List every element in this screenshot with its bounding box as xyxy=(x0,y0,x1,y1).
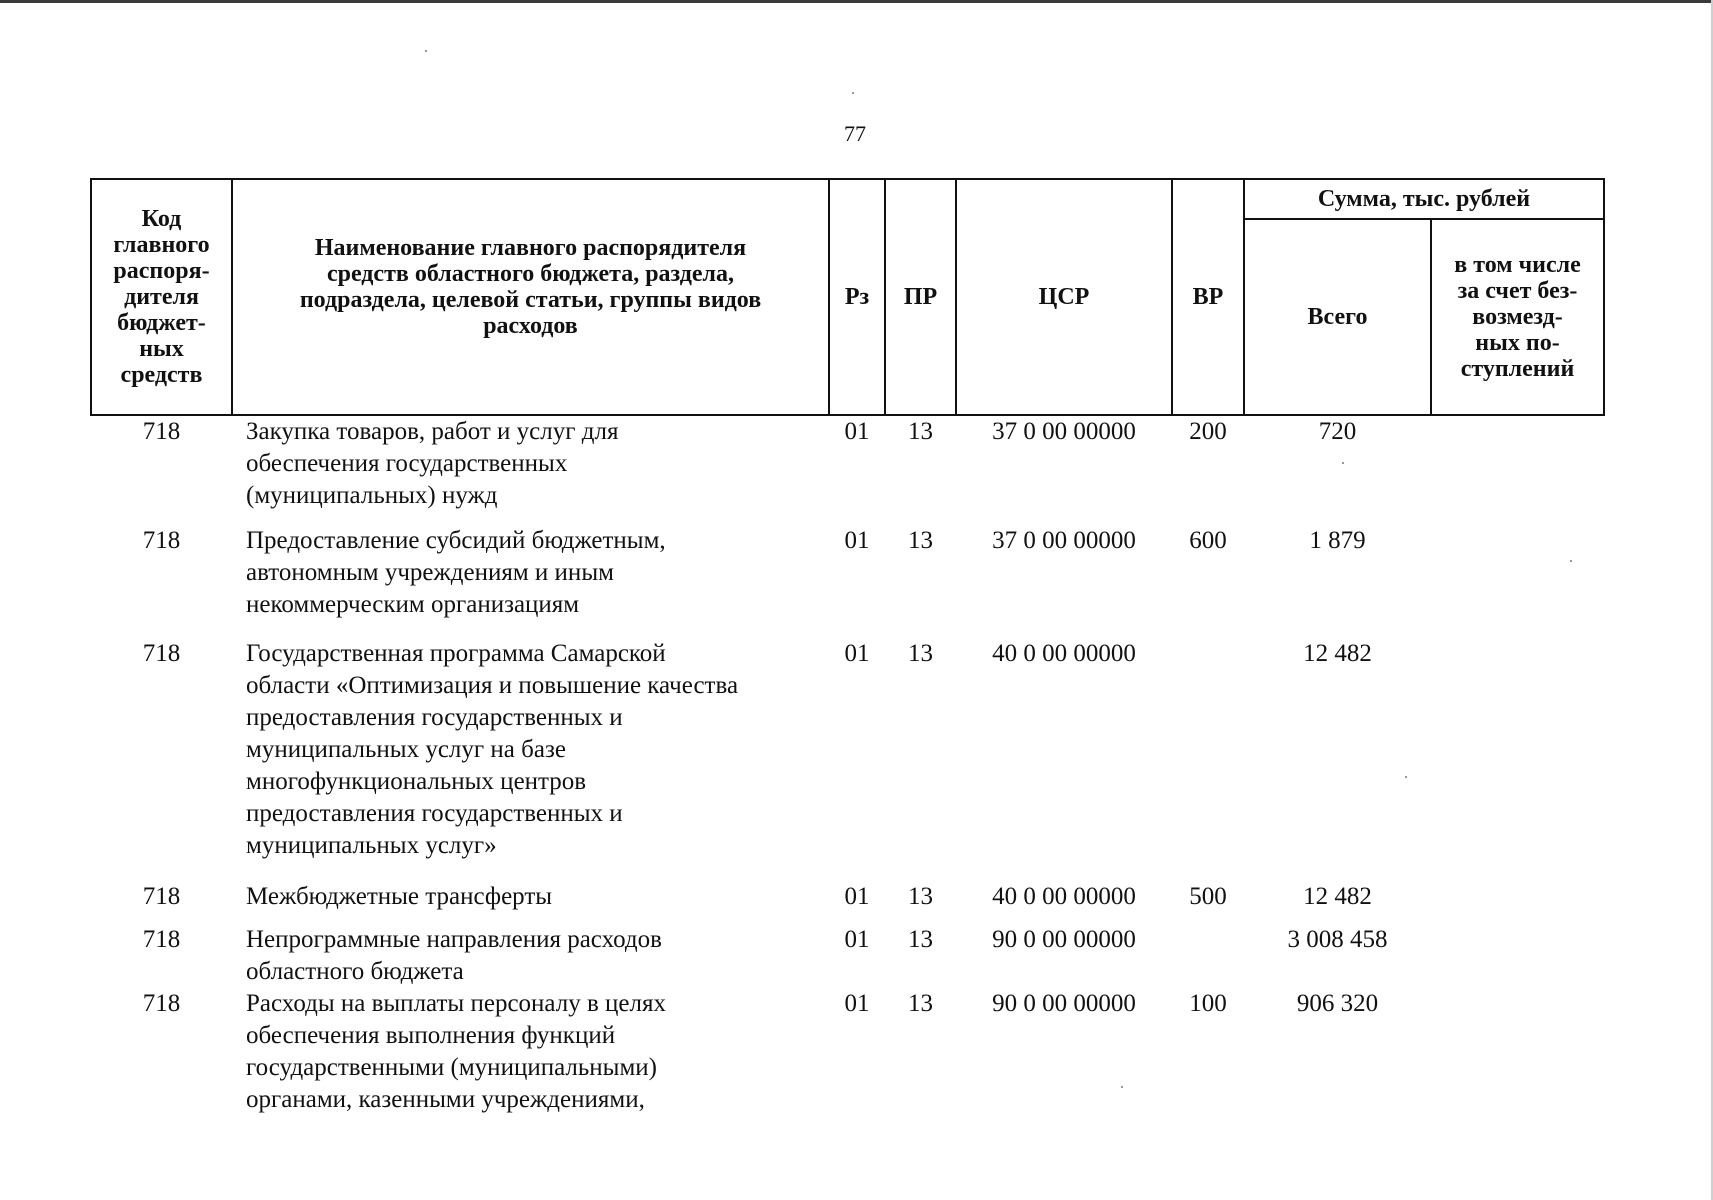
row-vr: 100 xyxy=(1189,990,1227,1017)
page-number: 77 xyxy=(844,121,866,146)
row-name-line: муниципальных услуг» xyxy=(246,832,497,859)
header-total xyxy=(1245,220,1430,414)
scan-speck xyxy=(1342,462,1344,464)
row-name-line: Предоставление субсидий бюджетным, xyxy=(246,527,666,554)
row-code: 718 xyxy=(142,640,181,667)
row-code: 718 xyxy=(142,990,181,1017)
row-name-line: областного бюджета xyxy=(246,958,464,985)
row-csr: 40 0 00 00000 xyxy=(992,640,1136,667)
row-rz: 01 xyxy=(844,883,870,910)
row-rz: 01 xyxy=(844,926,870,953)
row-name-line: обеспечения выполнения функций xyxy=(246,1022,616,1049)
row-code: 718 xyxy=(142,527,181,554)
row-total: 12 482 xyxy=(1303,883,1372,910)
row-name-line: предоставления государственных и xyxy=(246,704,623,731)
row-name-line: области «Оптимизация и повышение качества xyxy=(246,672,739,699)
row-name-line: некоммерческим организациям xyxy=(246,591,580,618)
row-pr: 13 xyxy=(908,926,933,953)
row-pr: 13 xyxy=(908,883,933,910)
row-name-line: Государственная программа Самарской xyxy=(246,640,666,667)
scan-speck xyxy=(1405,776,1407,778)
row-name-line: (муниципальных) нужд xyxy=(246,482,498,509)
header-code-text: Код главного распоря- дителя бюджет- ных средств xyxy=(113,206,210,388)
header-incl-text: в том числе за счет без- возмезд- ных по- ступлений xyxy=(1454,252,1581,382)
header-sum-text: Сумма, тыс. рублей xyxy=(1317,186,1531,212)
row-name-line: предоставления государственных и xyxy=(246,800,623,827)
header-rz-text: Рз xyxy=(844,284,870,310)
row-vr: 200 xyxy=(1189,418,1227,445)
scan-speck xyxy=(852,92,854,94)
row-name-line: Межбюджетные трансферты xyxy=(246,883,553,910)
row-code: 718 xyxy=(142,883,181,910)
row-name xyxy=(246,638,826,862)
header-incl xyxy=(1432,220,1603,414)
row-vr: 600 xyxy=(1189,527,1227,554)
row-pr: 13 xyxy=(908,418,933,445)
header-name-text: Наименование главного распорядителя средств областного бюджета, раздела, подраздела, целевой статьи, группы видов расходов xyxy=(299,235,762,339)
row-rz: 01 xyxy=(844,418,870,445)
scan-speck xyxy=(425,50,427,52)
row-pr: 13 xyxy=(908,640,933,667)
header-vr xyxy=(1173,180,1243,414)
header-sum xyxy=(1245,180,1603,218)
row-name-line: многофункциональных центров xyxy=(246,768,587,795)
row-rz: 01 xyxy=(844,990,870,1017)
row-rz: 01 xyxy=(844,640,870,667)
row-name xyxy=(246,988,826,1116)
row-name-line: обеспечения государственных xyxy=(246,450,568,477)
row-name-line: Расходы на выплаты персоналу в целях xyxy=(246,990,666,1017)
row-csr: 90 0 00 00000 xyxy=(992,926,1136,953)
row-name-line: Непрограммные направления расходов xyxy=(246,926,662,953)
row-name-line: органами, казенными учреждениями, xyxy=(246,1086,645,1113)
header-name xyxy=(233,180,828,414)
header-pr-text: ПР xyxy=(903,284,938,310)
row-csr: 37 0 00 00000 xyxy=(992,527,1136,554)
header-pr xyxy=(886,180,955,414)
row-name-line: Закупка товаров, работ и услуг для xyxy=(246,418,619,445)
row-code: 718 xyxy=(142,926,181,953)
scan-speck xyxy=(1570,560,1572,562)
row-pr: 13 xyxy=(908,527,933,554)
header-csr-text: ЦСР xyxy=(1038,284,1090,310)
row-name xyxy=(246,525,826,621)
row-rz: 01 xyxy=(844,527,870,554)
row-total: 3 008 458 xyxy=(1287,926,1388,953)
header-csr xyxy=(957,180,1171,414)
row-name-line: государственными (муниципальными) xyxy=(246,1054,657,1081)
row-name-line: автономным учреждениям и иным xyxy=(246,559,614,586)
header-rz xyxy=(830,180,884,414)
row-code: 718 xyxy=(142,418,181,445)
row-total: 906 320 xyxy=(1296,990,1379,1017)
row-total: 1 879 xyxy=(1309,527,1366,554)
row-csr: 90 0 00 00000 xyxy=(992,990,1136,1017)
row-name xyxy=(246,924,826,988)
row-name xyxy=(246,416,826,512)
header-total-text: Всего xyxy=(1307,304,1368,330)
row-pr: 13 xyxy=(908,990,933,1017)
row-csr: 37 0 00 00000 xyxy=(992,418,1136,445)
row-vr: 500 xyxy=(1189,883,1227,910)
row-total: 720 xyxy=(1318,418,1357,445)
scan-speck xyxy=(1121,1086,1123,1088)
row-csr: 40 0 00 00000 xyxy=(992,883,1136,910)
header-vr-text: ВР xyxy=(1192,284,1224,310)
header-code xyxy=(92,180,231,414)
row-total: 12 482 xyxy=(1303,640,1372,667)
row-name xyxy=(246,881,826,913)
row-name-line: муниципальных услуг на базе xyxy=(246,736,566,763)
